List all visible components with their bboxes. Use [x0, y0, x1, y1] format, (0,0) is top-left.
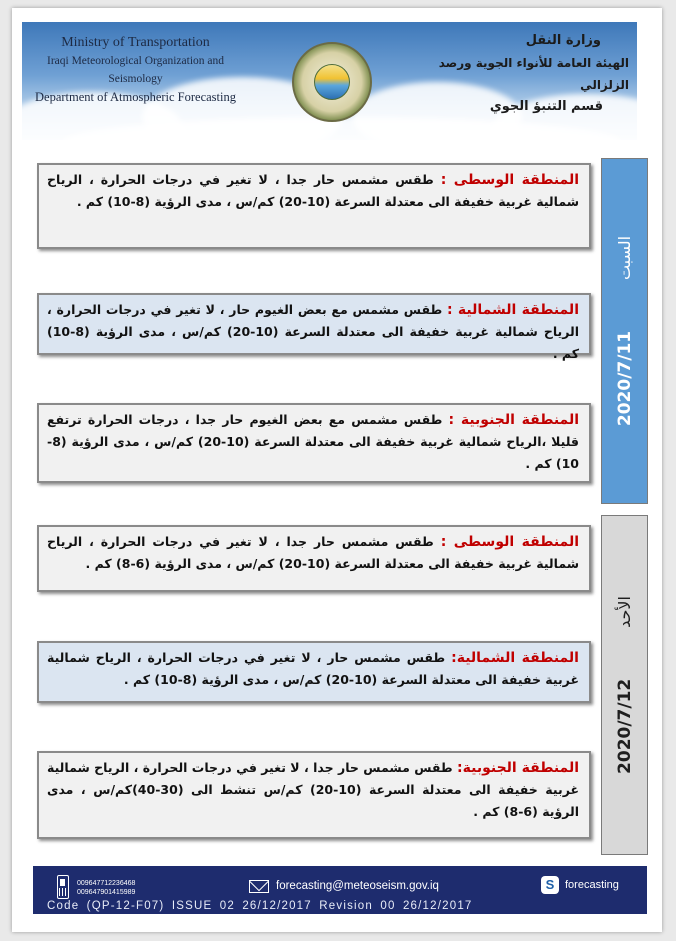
- ministry-name-en: Ministry of Transportation: [61, 35, 210, 50]
- mobile-phone-icon: [57, 875, 69, 899]
- forecast-text: طقس مشمس حار جدا ، لا تغير في درجات الحرارة ، الرياح شمالية غربية خفيفة الى معتدلة السرعة (10-20) كم/س تنشط الى (30-40)كم/س ، مدى الرؤية (6-8) كم .: [47, 760, 580, 819]
- header-arabic-text: [419, 30, 629, 118]
- organization-name-en: Iraqi Meteorological Organization and Seismology: [46, 55, 224, 85]
- logo-emblem-icon: [314, 64, 350, 100]
- day-name: الأحد: [614, 596, 634, 628]
- envelope-icon: [249, 880, 269, 893]
- region-label: المنطقة الجنوبية :: [448, 412, 579, 428]
- phone-number: 009647901415989: [77, 889, 136, 896]
- region-label: المنطقة الشمالية :: [447, 302, 579, 318]
- day-name: السبت: [614, 235, 634, 281]
- forecast-text: طقس مشمس حار جدا ، لا تغير في درجات الحرارة ، الرياح شمالية غربية خفيفة الى معتدلة السرعة (10-20) كم/س ، مدى الرؤية (8-10) كم .: [47, 172, 579, 209]
- day-date: 2020/7/11: [614, 330, 635, 427]
- forecast-text: طقس مشمس حار ، لا تغير في درجات الحرارة ، الرياح شمالية غربية خفيفة الى معتدلة السرعة (10-20) كم/س ، مدى الرؤية (8-10) كم .: [47, 650, 579, 687]
- region-label: المنطقة الوسطى :: [440, 172, 579, 188]
- department-name-ar: قسم التنبؤ الجوي: [489, 99, 603, 114]
- organization-logo: [292, 42, 372, 122]
- region-label: المنطقة الوسطى :: [440, 534, 579, 550]
- forecast-box-south-day1: [37, 403, 591, 483]
- forecast-box-north-day1: [37, 293, 591, 361]
- document-code: Code (QP-12-F07) ISSUE 02 26/12/2017 Revision 00 26/12/2017: [47, 900, 473, 912]
- ministry-name-ar: وزارة النقل: [525, 33, 601, 48]
- skype-icon: S: [541, 876, 559, 894]
- header-banner: [22, 22, 637, 140]
- forecast-text: طقس مشمس مع بعض الغيوم حار جدا ، درجات الحرارة ترتفع قليلا ،الرياح شمالية غربية خفيفة الى معتدلة السرعة (10-20) كم/س ، مدى الرؤية (8-10) كم .: [47, 412, 579, 471]
- day-tab-label: [615, 236, 635, 426]
- forecast-text: طقس مشمس حار جدا ، لا تغير في درجات الحرارة ، الرياح شمالية غربية خفيفة الى معتدلة السرعة (10-20) كم/س ، مدى الرؤية (6-8) كم .: [47, 534, 579, 571]
- department-name-en: Department of Atmospheric Forecasting: [35, 90, 236, 104]
- region-label: المنطقة الجنوبية:: [457, 760, 579, 776]
- phone-numbers: [77, 879, 135, 897]
- region-label: المنطقة الشمالية:: [451, 650, 579, 666]
- forecast-box-central-day1: [37, 163, 591, 249]
- day-tab-sunday: [601, 515, 648, 855]
- header-english-text: [28, 34, 243, 106]
- day-tab-saturday: [601, 158, 648, 504]
- skype-handle: forecasting: [565, 879, 619, 891]
- forecast-box-central-day2: [37, 525, 591, 592]
- organization-name-ar: الهيئة العامة للأنواء الجوية ورصد الزلزالي: [438, 56, 629, 92]
- forecast-text: طقس مشمس مع بعض الغيوم حار ، لا تغير في درجات الحرارة ، الرياح شمالية غربية خفيفة الى معتدلة السرعة (10-20) كم/س ، مدى الرؤية (8-10) كم .: [47, 302, 579, 361]
- email-address[interactable]: forecasting@meteoseism.gov.iq: [276, 880, 439, 892]
- forecast-box-south-day2: [37, 751, 591, 839]
- footer-bar: [33, 866, 647, 914]
- day-date: 2020/7/12: [614, 678, 635, 774]
- phone-number: 009647712236468: [77, 880, 136, 887]
- forecast-box-north-day2: [37, 641, 591, 703]
- day-tab-label: [615, 596, 635, 774]
